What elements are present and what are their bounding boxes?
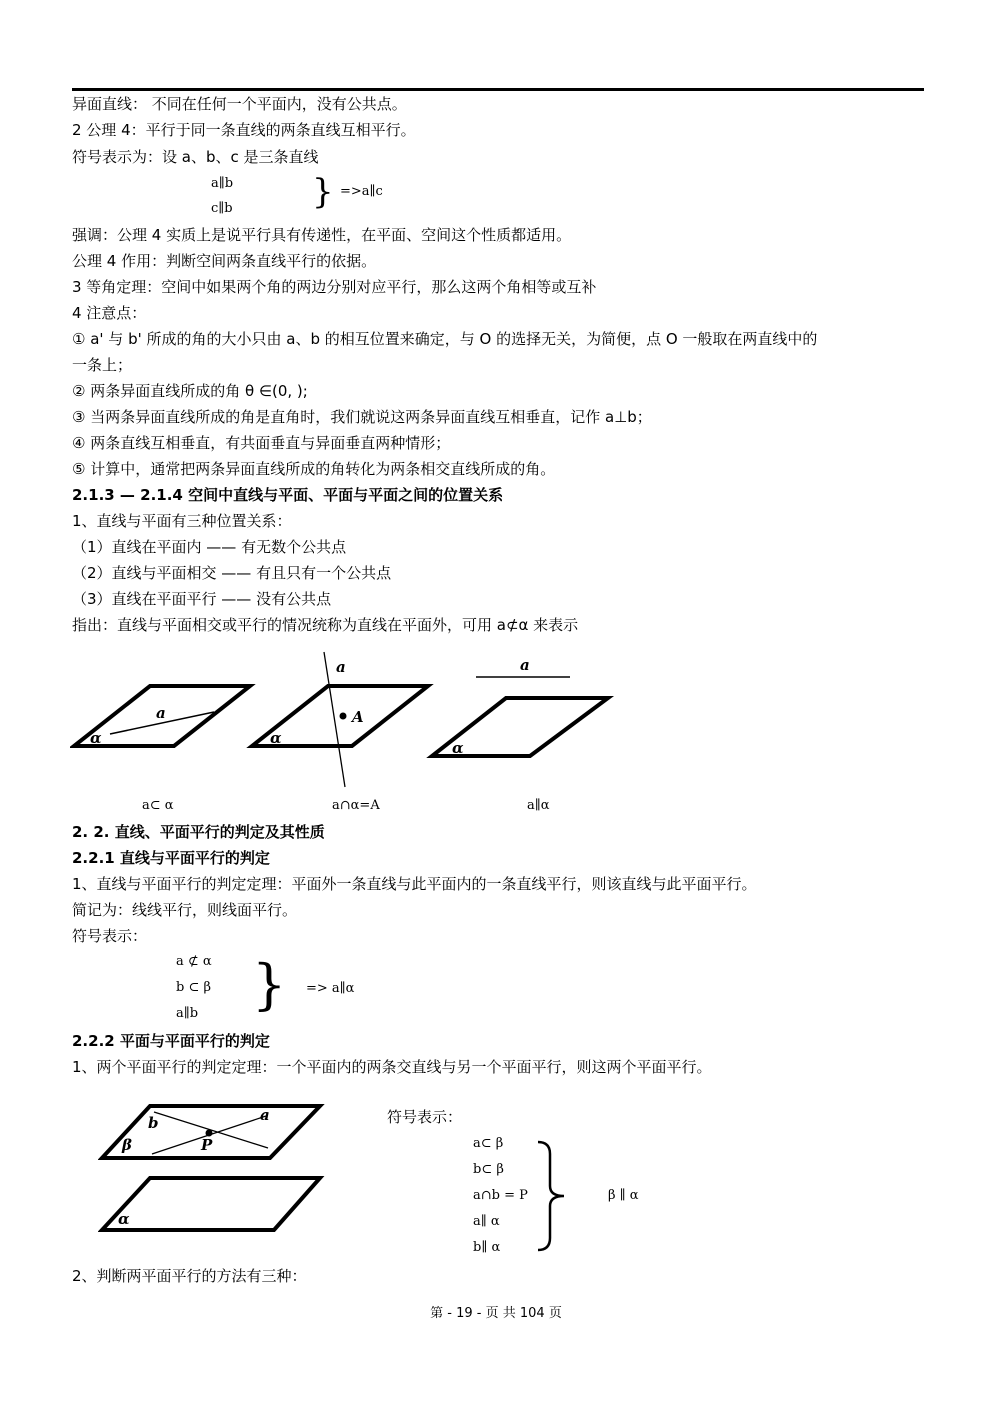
formula-premise: a∩b = P — [473, 1188, 528, 1203]
text-line: 2、判断两平面平行的方法有三种： — [72, 1267, 307, 1285]
text-line: 一条上； — [72, 356, 133, 374]
label-b: b — [148, 1114, 159, 1132]
text-line: 2 公理 4：平行于同一条直线的两条直线互相平行。 — [72, 121, 416, 139]
figure-caption: a∥α — [527, 798, 550, 813]
text-line: 符号表示： — [387, 1108, 463, 1126]
section-heading: 2. 2. 直线、平面平行的判定及其性质 — [72, 823, 325, 841]
subsection-heading: 2.2.2 平面与平面平行的判定 — [72, 1032, 270, 1050]
text-line: ① a' 与 b' 所成的角的大小只由 a、b 的相互位置来确定，与 O 的选择无关，为简便，点 O 一般取在两直线中的 — [72, 330, 818, 348]
header-rule — [72, 88, 924, 91]
text-line: 指出：直线与平面相交或平行的情况统称为直线在平面外，可用 a⊄α 来表示 — [72, 616, 579, 634]
formula-premise: a⊂ β — [473, 1136, 504, 1151]
text-line: 1、直线与平面平行的判定定理：平面外一条直线与此平面内的一条直线平行，则该直线与此平面平行。 — [72, 875, 757, 893]
text-line: 1、直线与平面有三种位置关系： — [72, 512, 292, 530]
text-line: （2）直线与平面相交 —— 有且只有一个公共点 — [72, 564, 392, 582]
label-alpha: α — [270, 729, 282, 747]
text-line: （3）直线在平面平行 —— 没有公共点 — [72, 590, 332, 608]
figure-caption: a∩α=A — [332, 798, 380, 813]
figure-caption: a⊂ α — [142, 798, 174, 813]
label-point-a: A — [352, 708, 364, 726]
label-p: P — [201, 1136, 213, 1154]
text-line: 公理 4 作用：判断空间两条直线平行的依据。 — [72, 252, 377, 270]
brace: } — [312, 172, 334, 212]
plane-alpha — [102, 1178, 320, 1230]
formula-conclusion: β ∥ α — [608, 1188, 639, 1203]
formula-premise: b⊂ β — [473, 1162, 504, 1177]
line-plane-figure — [70, 650, 630, 800]
text-line: ⑤ 计算中，通常把两条异面直线所成的角转化为两条相交直线所成的角。 — [72, 460, 556, 478]
parallel-planes-figure — [98, 1098, 328, 1238]
formula-premise: c∥b — [211, 201, 233, 216]
text-line: 符号表示为：设 a、b、c 是三条直线 — [72, 148, 319, 166]
formula-premise: a∥ α — [473, 1214, 500, 1229]
text-line: ④ 两条直线互相垂直，有共面垂直与异面垂直两种情形； — [72, 434, 451, 452]
text-line: 强调：公理 4 实质上是说平行具有传递性，在平面、空间这个性质都适用。 — [72, 226, 572, 244]
formula-premise: a∥b — [176, 1006, 199, 1021]
label-a: a — [260, 1106, 270, 1124]
label-a: a — [336, 658, 346, 676]
text-line: 异面直线： 不同在任何一个平面内，没有公共点。 — [72, 95, 407, 113]
text-line: 符号表示： — [72, 927, 148, 945]
text-line: ③ 当两条异面直线所成的角是直角时，我们就说这两条异面直线互相垂直，记作 a⊥b； — [72, 408, 652, 426]
text-line: 1、两个平面平行的判定定理：一个平面内的两条交直线与另一个平面平行，则这两个平面平行。 — [72, 1058, 712, 1076]
text-line: 4 注意点： — [72, 304, 147, 322]
section-heading: 2.1.3 — 2.1.4 空间中直线与平面、平面与平面之间的位置关系 — [72, 486, 504, 504]
formula-premise: b ⊂ β — [176, 980, 211, 995]
formula-premise: a ⊄ α — [176, 954, 212, 969]
formula-premise: a∥b — [211, 176, 234, 191]
subsection-heading: 2.2.1 直线与平面平行的判定 — [72, 849, 270, 867]
text-line: （1）直线在平面内 —— 有无数个公共点 — [72, 538, 347, 556]
label-alpha: α — [452, 739, 464, 757]
text-line: ② 两条异面直线所成的角 θ ∈(0, ); — [72, 382, 308, 400]
brace: } — [252, 953, 287, 1016]
label-a: a — [156, 704, 166, 722]
formula-premise: b∥ α — [473, 1240, 501, 1255]
text-line: 3 等角定理：空间中如果两个角的两边分别对应平行，那么这两个角相等或互补 — [72, 278, 597, 296]
label-beta: β — [122, 1136, 132, 1154]
label-a: a — [520, 656, 530, 674]
label-alpha: α — [118, 1210, 130, 1228]
page-footer: 第 - 19 - 页 共 104 页 — [430, 1306, 562, 1321]
formula-conclusion: =>a∥c — [340, 184, 383, 199]
text-line: 简记为：线线平行，则线面平行。 — [72, 901, 298, 919]
point-a — [340, 713, 347, 720]
formula-conclusion: => a∥α — [306, 981, 355, 996]
label-alpha: α — [90, 729, 102, 747]
brace — [534, 1140, 574, 1252]
